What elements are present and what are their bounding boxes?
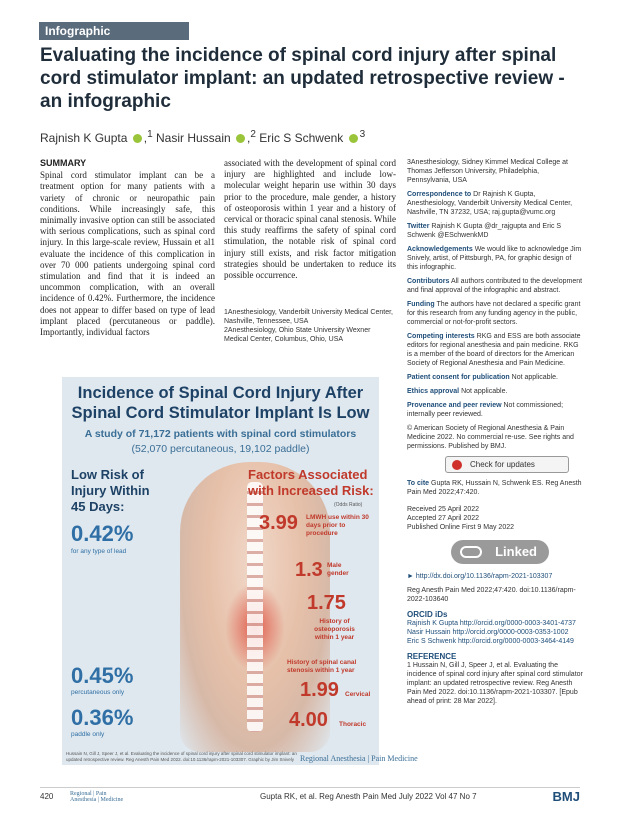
pct-percutaneous-label: percutaneous only bbox=[71, 689, 125, 696]
article-title: Evaluating the incidence of spinal cord injury after spinal cord stimulator implant: an updated retrospective review - an infographic bbox=[40, 45, 565, 112]
cite-text: Gupta RK, Hussain N, Schwenk ES. Reg Anesth Pain Med 2022;47:420. bbox=[407, 480, 582, 496]
author-1-sup: 1 bbox=[147, 129, 153, 140]
ethics-heading: Ethics approval bbox=[407, 388, 460, 395]
affiliations bbox=[224, 308, 396, 344]
contrib-heading: Contributors bbox=[407, 278, 450, 285]
provenance-text: Not commissioned; internally peer reviewed. bbox=[407, 402, 564, 418]
ci-text: RKG and ESS are both associate editors for regional anesthesia and pain medicine. RKG is a member of the board of directors for the American Society of Regional Anesthesia and Pain Medicine. bbox=[407, 333, 581, 367]
twitter-text: Rajnish K Gupta @dr_rajgupta and Eric S Schwenk @ESchwenkMD bbox=[407, 223, 562, 239]
affiliation-2: 2Anesthesiology, Ohio State University Wexner Medical Center, Columbus, Ohio, USA bbox=[224, 327, 371, 343]
author-3[interactable]: Eric S Schwenk bbox=[259, 131, 344, 145]
author-1[interactable]: Rajnish K Gupta bbox=[40, 131, 128, 145]
journal-logo-l4: Medicine bbox=[387, 754, 418, 763]
pct-any-label: for any type of lead bbox=[71, 548, 127, 555]
page-number: 420 bbox=[40, 792, 54, 801]
journal-logo-l2: Anesthesia bbox=[330, 754, 366, 763]
linked-label: Linked bbox=[495, 544, 537, 559]
or-cervical-label: Cervical bbox=[345, 691, 371, 698]
provenance-heading: Provenance and peer review bbox=[407, 402, 502, 409]
crossmark-icon bbox=[452, 460, 462, 470]
check-updates-button[interactable] bbox=[445, 456, 569, 473]
author-line: Rajnish K Gupta ,$^1$ Nasir Hussain ,$^2$ Eric S Schwenk $^3$ bbox=[40, 129, 366, 145]
low-risk-line-2: Injury Within bbox=[71, 483, 150, 498]
orcid-icon[interactable] bbox=[133, 134, 142, 143]
or-thoracic-label: Thoracic bbox=[339, 721, 367, 728]
link-icon bbox=[460, 546, 482, 558]
footer-journal-logo: Regional | Pain Anesthesia | Medicine bbox=[70, 791, 124, 803]
or-osteoporosis-label: History of osteoporosis within 1 year bbox=[314, 618, 355, 641]
summary-text-1: Spinal cord stimulator implant can be a treatment option for many patients with a variety of chronic or neuropathic pain conditions. While increasingly safe, this minimally invasive option can still be associated with serious complications, such as spinal cord injury. In this large-scale review, Hussain et al1 evaluate the incidence of this complication in over 70 000 patients undergoing spinal cord stimulation and find that it is indeed an uncommon complication, with an overall incidence of 0.42%. Furthermore, the incidence does not appear to differ based on type of lead implant placed (percutaneous or paddle). Importantly, individual factors bbox=[40, 170, 215, 338]
journal-logo-l1: Regional bbox=[300, 754, 329, 763]
consent-text: Not applicable. bbox=[511, 374, 558, 381]
summary-text-2: associated with the development of spinal cord injury are highlighted and include low-molecular weight heparin use within 30 days prior to the procedure, male gender, a history of osteoporosis within 1 year and a history of cervical or thoracic spinal canal stenosis. While this study reaffirms the safety of spinal cord stimulation, the notable risk of spinal cord injury still exists, and risk factor mitigation strategies should be undertaken to reduce its possible occurrence. bbox=[224, 158, 396, 281]
or-lmwh: 3.99 bbox=[259, 512, 298, 534]
doi-text: Reg Anesth Pain Med 2022;47:420. doi:10.1136/rapm-2022-103640 bbox=[407, 587, 576, 603]
author-3-sup: 3 bbox=[359, 129, 366, 140]
linked-doi-link[interactable]: ► http://dx.doi.org/10.1136/rapm-2021-103307 bbox=[407, 573, 553, 580]
linked-button[interactable] bbox=[451, 540, 549, 564]
page-footer bbox=[40, 787, 580, 804]
low-risk-heading bbox=[71, 467, 150, 515]
author-2-sup: 2 bbox=[250, 129, 256, 140]
or-male: 1.3 bbox=[295, 559, 323, 581]
accepted: Accepted 27 April 2022 bbox=[407, 515, 479, 522]
factors-line-1: Factors Associated bbox=[248, 467, 368, 482]
orcid-heading: ORCID iDs bbox=[407, 610, 448, 619]
funding-heading: Funding bbox=[407, 301, 435, 308]
orcid-icon[interactable] bbox=[236, 134, 245, 143]
published-online: Published Online First 9 May 2022 bbox=[407, 524, 514, 531]
factors-line-2: with Increased Risk: bbox=[248, 483, 374, 498]
copyright: © American Society of Regional Anesthesia & Pain Medicine 2022. No commercial re-use. See rights and permissions. Published by BMJ. bbox=[407, 425, 574, 450]
sidebar bbox=[407, 158, 583, 711]
section-label: Infographic bbox=[39, 22, 189, 40]
pct-paddle-label: paddle only bbox=[71, 731, 105, 738]
pct-paddle: 0.36% bbox=[71, 705, 134, 730]
low-risk-line-1: Low Risk of bbox=[71, 467, 144, 482]
reference-text: 1 Hussain N, Gill J, Speer J, et al. Evaluating the incidence of spinal cord injury after spinal cord stimulator implant: an updated retrospective review. Reg Anesth Pain Med 2022. doi:10.1136/rapm-2021-103307. [Epub ahead of print: 28 Mar 2022]. bbox=[407, 662, 583, 705]
reference-heading: REFERENCE bbox=[407, 652, 457, 661]
corr-heading: Correspondence to bbox=[407, 191, 472, 198]
orcid-link-3[interactable]: Eric S Schwenk http://orcid.org/0000-0003-3464-4149 bbox=[407, 638, 574, 645]
journal-logo-infographic: Regional Anesthesia | Pain Medicine bbox=[300, 754, 418, 763]
or-male-label: Male gender bbox=[327, 562, 349, 577]
ci-heading: Competing interests bbox=[407, 333, 475, 340]
low-risk-line-3: 45 Days: bbox=[71, 499, 125, 514]
infographic-subtitle: A study of 71,172 patients with spinal cord stimulators bbox=[84, 428, 357, 440]
orcid-icon[interactable] bbox=[349, 134, 358, 143]
infographic bbox=[62, 377, 379, 765]
consent-heading: Patient consent for publication bbox=[407, 374, 510, 381]
factors-heading bbox=[248, 467, 374, 499]
orcid-link-2[interactable]: Nasir Hussain http://orcid.org/0000-0003-0353-1002 bbox=[407, 629, 569, 636]
odds-ratio-label: (Odds Ratio) bbox=[334, 502, 363, 508]
contrib-text: All authors contributed to the development and final approval of the infographic and abstract. bbox=[407, 278, 583, 294]
or-osteoporosis: 1.75 bbox=[307, 592, 346, 614]
or-cervical: 1.99 bbox=[300, 679, 339, 701]
received: Received 25 April 2022 bbox=[407, 506, 479, 513]
funding-text: The authors have not declared a specific grant for this research from any funding agency in the public, commercial or not-for-profit sectors. bbox=[407, 301, 581, 326]
ack-heading: Acknowledgements bbox=[407, 246, 473, 253]
summary-column-1 bbox=[40, 158, 215, 338]
ack-text: We would like to acknowledge Jim Snively, artist, of Pittsburgh, PA, for graphic design of this infographic. bbox=[407, 246, 582, 271]
twitter-heading: Twitter bbox=[407, 223, 430, 230]
stenosis-heading: History of spinal canal stenosis within 1 year bbox=[287, 659, 357, 674]
infographic-subtitle-2: (52,070 percutaneous, 19,102 paddle) bbox=[131, 443, 310, 455]
infographic-caption: Hussain N, Gill J, Speer J, et al. Evaluating the incidence of spinal cord injury after spinal cord stimulator implant: an updated retrospective review. Reg Anesth Pain Med 2022. doi:10.1136/rapm-2021-103307. Graphic by Jim Snively bbox=[66, 751, 297, 762]
corr-text: Dr Rajnish K Gupta, Anesthesiology, Vanderbilt University Medical Center, Nashville, TN 37232, USA; raj.gupta@vumc.org bbox=[407, 191, 573, 216]
pct-percutaneous: 0.45% bbox=[71, 663, 134, 688]
affiliation-3: 3Anesthesiology, Sidney Kimmel Medical College at Thomas Jefferson University, Philadelphia, Pennsylvania, USA bbox=[407, 159, 568, 184]
journal-logo-l3: Pain bbox=[371, 754, 386, 763]
affiliation-1: 1Anesthesiology, Vanderbilt University Medical Center, Nashville, Tennessee, USA bbox=[224, 309, 393, 325]
infographic-title bbox=[62, 383, 379, 423]
infographic-title-line-2: Spinal Cord Stimulator Implant Is Low bbox=[71, 404, 370, 422]
pct-any: 0.42% bbox=[71, 521, 134, 546]
ethics-text: Not applicable. bbox=[461, 388, 508, 395]
bmj-logo: BMJ bbox=[552, 789, 580, 804]
check-updates-label: Check for updates bbox=[470, 460, 535, 469]
cite-heading: To cite bbox=[407, 480, 430, 487]
orcid-link-1[interactable]: Rajnish K Gupta http://orcid.org/0000-0003-3401-4737 bbox=[407, 620, 576, 627]
footer-citation: Gupta RK, et al. Reg Anesth Pain Med July 2022 Vol 47 No 7 bbox=[260, 792, 477, 801]
author-2[interactable]: Nasir Hussain bbox=[155, 131, 231, 145]
summary-heading: SUMMARY bbox=[40, 158, 87, 168]
or-thoracic: 4.00 bbox=[289, 709, 328, 731]
infographic-title-line-1: Incidence of Spinal Cord Injury After bbox=[77, 384, 364, 402]
summary-column-2 bbox=[224, 158, 396, 281]
or-lmwh-label: LMWH use within 30 days prior to procedure bbox=[306, 514, 369, 537]
